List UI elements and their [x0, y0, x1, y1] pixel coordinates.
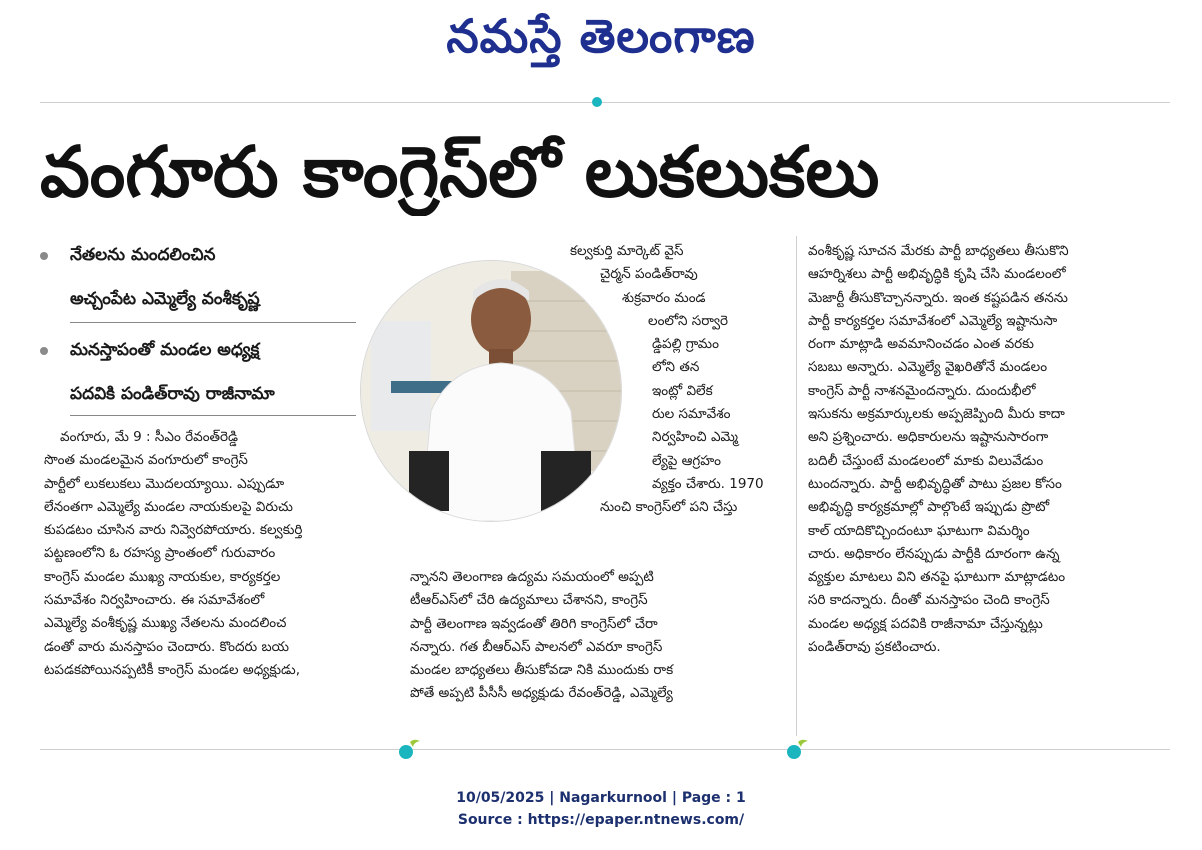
bullet-item — [40, 333, 360, 413]
text-line: సబబు అన్నారు. ఎమ్మెల్యే వైఖరితోనే మండలం — [808, 359, 1048, 376]
text-line: డ్డిపల్లి గ్రామం — [652, 336, 719, 353]
text-line: లేనంతగా ఎమ్మెల్యే మండల నాయకులపై విరుచు — [44, 498, 293, 515]
text-line: న్నానని తెలంగాణ ఉద్యమ సమయంలో అప్పటి — [410, 569, 654, 585]
text-line: రంగా మాట్లాడి అవమానించడం ఎంత వరకు — [808, 336, 1034, 353]
article-column-2-wrap — [560, 240, 800, 520]
text-line: సమావేశం నిర్వహించారు. ఈ సమావేశంలో — [44, 592, 265, 609]
masthead-logo: నమస్తే తెలంగాణ — [446, 9, 756, 63]
text-line: ఇసుకను అక్రమార్కులకు అప్పజెప్పింది మీరు కాదా — [808, 406, 1065, 423]
text-line: వంశీకృష్ణ సూచన మేరకు పార్టీ బాధ్యతలు తీసుకొని — [808, 243, 1069, 259]
text-line: నిర్వహించి ఎమ్మె — [652, 429, 738, 446]
article-column-1 — [44, 426, 386, 682]
text-line: శుక్రవారం మండ — [622, 289, 706, 306]
text-line: టీఆర్‌ఎస్‌లో చేరి ఉద్యమాలు చేశానని, కాంగ్రెస్ — [410, 592, 648, 609]
footer-date-line: 10/05/2025 | Nagarkurnool | Page : 1 — [456, 790, 746, 806]
text-line: ఎమ్మెల్యే వంశీకృష్ణ ముఖ్య నేతలను మందలించ — [44, 615, 287, 632]
text-line: చైర్మన్ పండిత్‌రావు — [600, 266, 698, 283]
text-line: అని ప్రశ్నించారు. అధికారులను ఇష్టానుసారంగా — [808, 429, 1049, 446]
text-line: పార్టీ కార్యకర్తల సమావేశంలో ఎమ్మెల్యే ఇష్టానుసా — [808, 312, 1058, 329]
text-line: చారు. అధికారం లేనప్పుడు పార్టీకి దూరంగా ఉన్న — [808, 545, 1060, 562]
top-rule — [40, 102, 1170, 103]
text-line: మండల బాధ్యతలు తీసుకోవడా నికి ముందుకు రాక — [410, 662, 674, 679]
bullet-underline — [70, 322, 356, 323]
text-line: అభివృద్ధి కార్యక్రమాల్లో పాల్గొంటే ఇప్పుడు ప్రొటో — [808, 499, 1050, 516]
bullet-line: మనస్తాపంతో మండల అధ్యక్ష — [70, 340, 260, 360]
text-line: సరి కాదన్నారు. దీంతో మనస్తాపం చెంది కాంగ్రెస్ — [808, 592, 1050, 609]
text-line: టపడకపోయినప్పటికీ కాంగ్రెస్ మండల అధ్యక్షుడు, — [44, 661, 300, 678]
text-line: సొంత మండలమైన వంగూరులో కాంగ్రెస్ — [44, 452, 248, 469]
column-divider — [796, 236, 797, 736]
text-line: పట్టణంలోని ఓ రహస్య ప్రాంతంలో గురువారం — [44, 545, 276, 562]
text-line: నుంచి కాంగ్రెస్‌లో పని చేస్తు — [600, 499, 738, 516]
bullet-line: పదవికి పండిత్‌రావు రాజీనామా — [70, 384, 275, 404]
text-line: వంగూరు, మే 9 : సీఎం రేవంత్‌రెడ్డి — [60, 429, 239, 445]
text-line: పార్టీ తెలంగాణ ఇవ్వడంతో తిరిగి కాంగ్రెస్‌లో చేరా — [410, 615, 658, 632]
text-line: లోని తన — [652, 359, 700, 376]
text-line: ఇంట్లో విలేక — [652, 382, 713, 399]
text-line: ఆహర్నిశలు పార్టీ అభివృద్ధికి కృషి చేసి మండలంలో — [808, 266, 1066, 283]
text-line: కాంగ్రెస్ మండల ముఖ్య నాయకుల, కార్యకర్తల — [44, 568, 281, 585]
text-line: టుందన్నారు. పార్టీ అభివృద్ధితో పాటు ప్రజల కోసం — [808, 475, 1062, 492]
text-line: లంలోని సర్వారె — [648, 312, 729, 329]
text-line: పోతే అప్పటి పీసీసీ అధ్యక్షుడు రేవంత్‌రెడ్డి, ఎమ్మెల్యే — [410, 685, 673, 702]
bullet-dot-icon — [40, 347, 48, 355]
bullet-line: అచ్చంపేట ఎమ్మెల్యే వంశీకృష్ణ — [70, 289, 260, 309]
text-line: నన్నారు. గత బీఆర్‌ఎస్ పాలనలో ఎవరూ కాంగ్రెస్ — [410, 638, 663, 655]
bottom-rule — [40, 749, 1170, 750]
text-line: ల్యేపై ఆగ్రహం — [652, 452, 721, 469]
text-line: మండల అధ్యక్ష పదవికి రాజీనామా చేస్తున్నట్లు — [808, 615, 1043, 632]
text-line: కల్వకుర్తి మార్కెట్ వైస్ — [570, 243, 684, 259]
text-line: మెజార్టీ తీసుకొచ్చానన్నారు. ఇంత కష్టపడిన తనను — [808, 289, 1068, 306]
text-line: వ్యక్తుల మాటలు విని తనపై ఘాటుగా మాట్లాడటం — [808, 569, 1066, 586]
accent-dot — [592, 97, 602, 107]
quote-mark-icon — [786, 738, 810, 760]
footer-source-line: Source : https://epaper.ntnews.com/ — [457, 812, 745, 828]
bullet-underline — [70, 415, 356, 416]
article-column-3 — [808, 240, 1178, 659]
bullet-line: నేతలను మందలించిన — [70, 245, 216, 265]
quote-mark-icon — [398, 738, 422, 760]
text-line: కాల్ యాదికొచ్చిందంటూ ఘాటుగా విమర్శిం — [808, 522, 1030, 539]
text-line: వ్యక్తం చేశారు. 1970 — [652, 475, 764, 492]
text-line: రుల సమావేశం — [652, 406, 731, 423]
text-line: కుపడటం చూసిన వారు నివ్వెరపోయారు. కల్వకుర్తి — [44, 522, 303, 539]
text-line: పార్టీలో లుకలుకలు మొదలయ్యాయి. ఎప్పుడూ — [44, 475, 285, 492]
bullet-dot-icon — [40, 252, 48, 260]
text-line: బదిలీ చేస్తుంటే మండలంలో మాకు విలువేడుం — [808, 452, 1044, 469]
bullet-item — [40, 238, 360, 318]
text-line: పండిత్‌రావు ప్రకటించారు. — [808, 639, 941, 656]
article-column-2 — [410, 566, 790, 706]
headline: వంగూరు కాంగ్రెస్‌లో లుకలుకలు — [40, 131, 880, 213]
text-line: కాంగ్రెస్ పార్టీ నాశనమైందన్నారు. దుందుభీలో — [808, 382, 1036, 399]
text-line: డంతో వారు మనస్తాపం చెందారు. కొందరు బయ — [44, 638, 289, 655]
